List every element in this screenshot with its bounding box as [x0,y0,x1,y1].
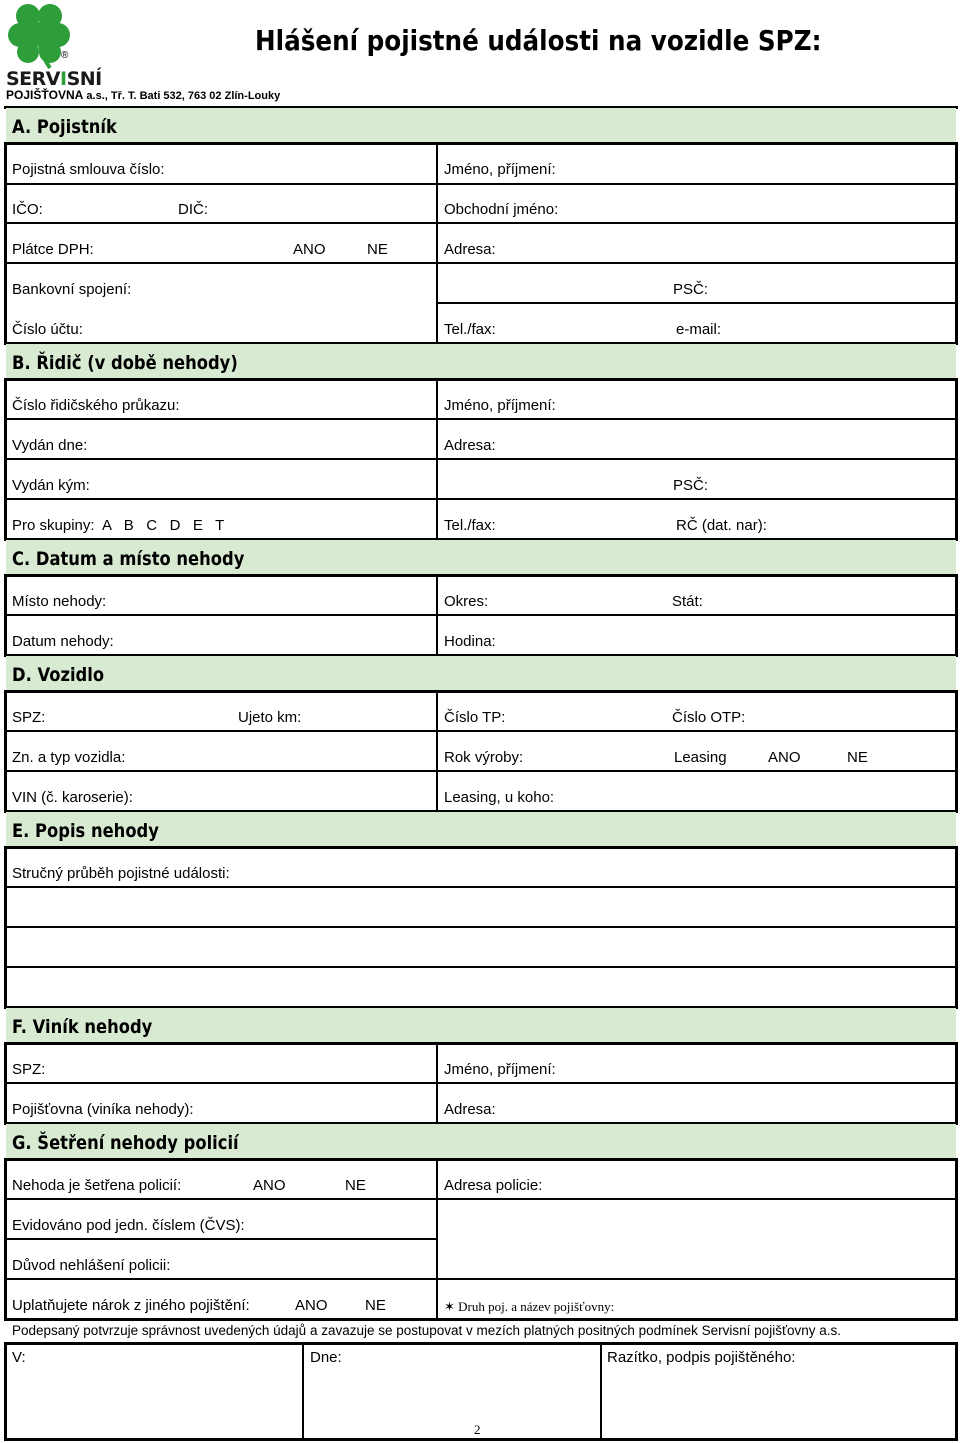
email-label: e-mail: [676,321,722,338]
ico-label: IČO: [12,201,43,218]
district-label: Okres: [444,593,489,610]
business-name-label: Obchodní jméno: [444,201,559,218]
culprit-name-label: Jméno, příjmení: [444,1061,556,1078]
issued-on-label: Vydán dne: [12,437,88,454]
license-no-label: Číslo řidičského průkazu: [12,397,180,414]
policyholder-telfax-label: Tel./fax: [444,321,496,338]
logo-name: SERVISNÍ [6,68,102,90]
vat-payer-label: Plátce DPH: [12,241,94,258]
birth-number-label: RČ (dat. nar): [676,517,767,534]
section-d-heading: D. Vozidlo [12,664,105,686]
logo-address: POJIŠŤOVNA a.s., Tř. T. Bati 532, 763 02 Zlín-Louky [6,88,281,102]
driver-name-label: Jméno, příjmení: [444,397,556,414]
state-label: Stát: [672,593,703,610]
accident-hour-label: Hodina: [444,633,496,650]
page-number: 2 [474,1422,481,1437]
registered-mark: ® [61,50,69,61]
section-c-heading: C. Datum a místo nehody [12,548,245,570]
culprit-spz-label: SPZ: [12,1061,46,1078]
culprit-insurer-label: Pojišťovna (viníka nehody): [12,1101,194,1118]
other-insurance-label: Uplatňujete nárok z jiného pojištění: [12,1297,250,1314]
sign-date-label: Dne: [310,1349,342,1366]
km-label: Ujeto km: [238,709,302,726]
policyholder-address-label: Adresa: [444,241,496,258]
tp-label: Číslo TP: [444,709,506,726]
section-a-heading: A. Pojistník [12,116,117,138]
vin-label: VIN (č. karoserie): [12,789,133,806]
other-insurance-yes-option[interactable]: ANO [295,1297,328,1314]
other-insurance-no-option[interactable]: NE [365,1297,386,1314]
description-line-3[interactable] [8,970,952,1004]
section-g-heading: G. Šetření nehody policií [12,1132,239,1154]
police-no-option[interactable]: NE [345,1177,366,1194]
description-label: Stručný průběh pojistné události: [12,865,230,882]
year-label: Rok výroby: [444,749,524,766]
otp-label: Číslo OTP: [672,709,746,726]
license-groups-label: Pro skupiny: A B C D E T [12,517,225,534]
section-f-heading: F. Viník nehody [12,1016,153,1038]
section-a-header [6,108,956,142]
police-yes-option[interactable]: ANO [253,1177,286,1194]
police-address-label: Adresa policie: [444,1177,543,1194]
stamp-signature-label: Razítko, podpis pojištěného: [607,1349,796,1366]
not-reported-reason-label: Důvod nehlášení policii: [12,1257,171,1274]
driver-address-label: Adresa: [444,437,496,454]
description-line-1[interactable] [8,890,952,924]
section-d-header [6,656,956,690]
bank-label: Bankovní spojení: [12,281,132,298]
vehicle-make-label: Zn. a typ vozidla: [12,749,126,766]
vat-no-option[interactable]: NE [367,241,388,258]
vat-yes-option[interactable]: ANO [293,241,326,258]
issued-by-label: Vydán kým: [12,477,90,494]
declaration-text: Podepsaný potvrzuje správnost uvedených údajů a zavazuje se postupovat v mezích platných positných podmínek Servisní pojišťovny a.s. [12,1323,842,1338]
leasing-label: Leasing [674,749,727,766]
leasing-yes-option[interactable]: ANO [768,749,801,766]
account-label: Číslo účtu: [12,321,83,338]
description-line-2[interactable] [8,930,952,964]
contract-no-label: Pojistná smlouva číslo: [12,161,165,178]
accident-place-label: Místo nehody: [12,593,107,610]
form-title: Hlášení pojistné události na vozidle SPZ: [255,24,822,57]
vehicle-spz-label: SPZ: [12,709,46,726]
policyholder-psc-label: PSČ: [673,281,709,298]
accident-date-label: Datum nehody: [12,633,114,650]
section-e-heading: E. Popis nehody [12,820,159,842]
police-investigated-label: Nehoda je šetřena policií: [12,1177,182,1194]
dic-label: DIČ: [178,201,208,218]
other-insurance-type-label: ✶ Druh poj. a název pojišťovny: [444,1299,615,1314]
section-b-heading: B. Řidič (v době nehody) [12,352,238,374]
cvs-label: Evidováno pod jedn. číslem (ČVS): [12,1217,245,1234]
logo [0,0,281,104]
culprit-address-label: Adresa: [444,1101,496,1118]
leasing-no-option[interactable]: NE [847,749,868,766]
policyholder-name-label: Jméno, příjmení: [444,161,556,178]
driver-psc-label: PSČ: [673,477,709,494]
sign-place-label: V: [12,1349,26,1366]
driver-telfax-label: Tel./fax: [444,517,496,534]
leasing-from-label: Leasing, u koho: [444,789,555,806]
